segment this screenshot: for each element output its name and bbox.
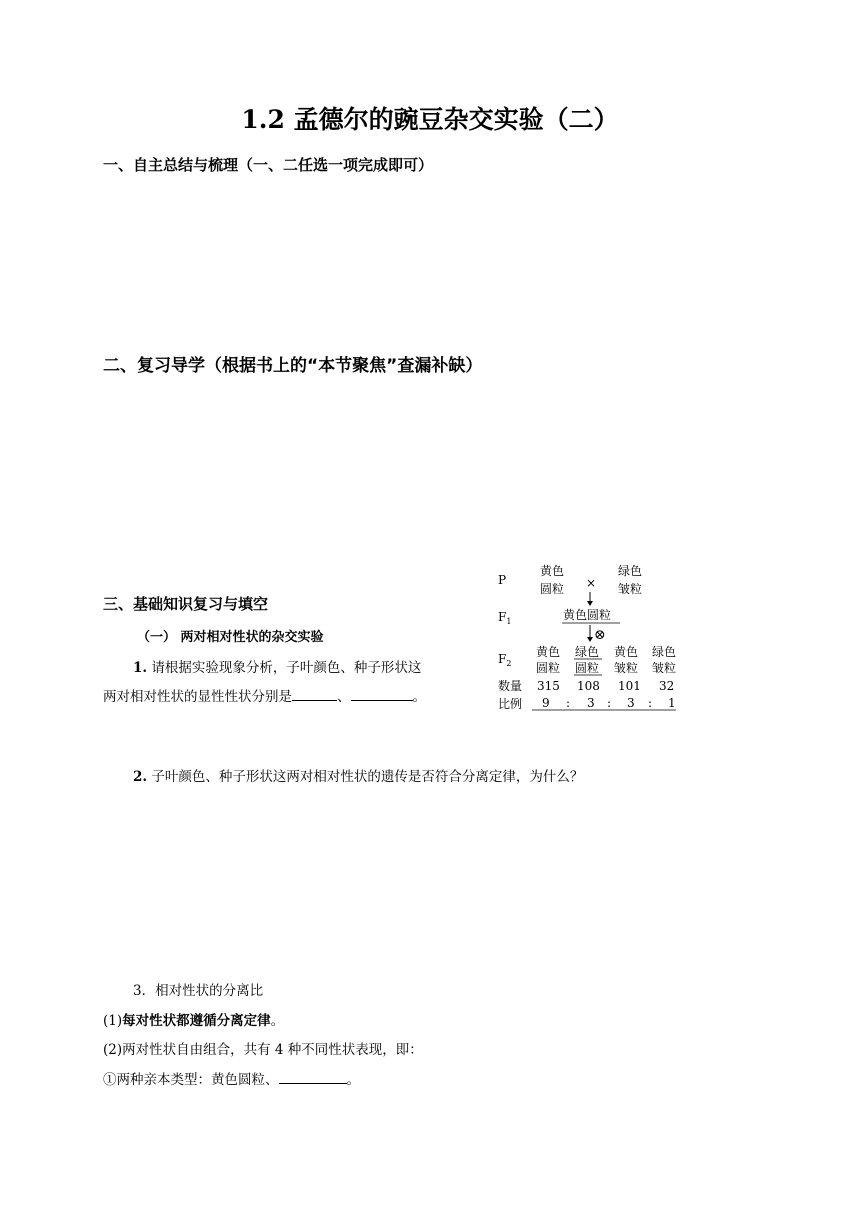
question-1-separator: 、 <box>337 689 351 705</box>
ratio-value-4: 1 <box>668 696 676 710</box>
p-right-shape: 皱粒 <box>618 582 643 596</box>
self-cross-symbol: ⊗ <box>594 627 606 643</box>
count-1: 315 <box>537 679 560 693</box>
f2-col1-color: 黄色 <box>536 645 561 659</box>
section-heading-2: 二、复习导学（根据书上的“本节聚焦”查漏补缺） <box>103 356 483 376</box>
item-1 <box>103 1007 284 1036</box>
question-1-line1: 请根据实验现象分析，子叶颜色、种子形状这 <box>147 660 422 676</box>
question-2-text: 子叶颜色、种子形状这两对相对性状的遗传是否符合分离定律，为什么？ <box>147 769 584 785</box>
answer-blank-3[interactable] <box>279 1069 347 1084</box>
item-1-prefix: (1) <box>103 1013 123 1029</box>
question-3-text: 相对性状的分离比 <box>155 983 264 999</box>
f1-phenotype: 黄色圆粒 <box>563 608 612 622</box>
item-1-bold: 每对性状都遵循分离定律 <box>122 1013 271 1029</box>
arrow-head-2 <box>587 637 593 642</box>
f2-col2-shape: 圆粒 <box>575 661 600 675</box>
f2-col4-color: 绿色 <box>652 645 677 659</box>
f2-col3-shape: 皱粒 <box>614 661 639 675</box>
f2-label: $F_2$ <box>498 652 512 668</box>
question-2-number: 2. <box>133 769 148 785</box>
f2-col4-shape: 皱粒 <box>652 661 677 675</box>
p-label: P <box>498 573 507 587</box>
count-3: 101 <box>618 679 641 693</box>
question-2 <box>133 763 583 792</box>
answer-blank-2[interactable] <box>351 686 413 701</box>
ratio-label: 比例 <box>498 697 523 711</box>
ratio-sep-3: : <box>648 696 653 710</box>
cross-symbol: × <box>586 576 597 590</box>
question-1-line2: 两对相对性状的显性性状分别是 <box>103 689 292 705</box>
item-3-end: 。 <box>346 1072 360 1088</box>
item-3 <box>103 1066 360 1095</box>
f2-col3-color: 黄色 <box>614 645 639 659</box>
count-label: 数量 <box>498 679 523 693</box>
f2-col2-color: 绿色 <box>575 645 600 659</box>
p-left-color: 黄色 <box>540 564 565 578</box>
cross-diagram-svg <box>490 560 700 720</box>
f2-col1-shape: 圆粒 <box>536 661 561 675</box>
subsection-heading: （一） 两对相对性状的杂交实验 <box>137 630 324 645</box>
ratio-value-1: 9 <box>542 696 550 710</box>
ratio-sep-2: : <box>607 696 612 710</box>
p-right-color: 绿色 <box>618 564 643 578</box>
question-1-number: 1. <box>133 660 148 676</box>
cross-diagram <box>490 560 700 720</box>
question-3 <box>133 977 263 1006</box>
item-1-end: 。 <box>270 1013 285 1029</box>
arrow-head-1 <box>587 601 593 606</box>
section-heading-1: 一、自主总结与梳理（一、二任选一项完成即可） <box>103 156 434 174</box>
ratio-value-2: 3 <box>587 696 595 710</box>
question-3-number: 3． <box>133 983 156 999</box>
item-3-text: ①两种亲本类型：黄色圆粒、 <box>103 1072 279 1088</box>
p-left-shape: 圆粒 <box>540 582 565 596</box>
answer-blank-1[interactable] <box>292 686 337 701</box>
item-2: (2)两对性状自由组合，共有 4 种不同性状表现，即： <box>103 1042 423 1058</box>
section-heading-3: 三、基础知识复习与填空 <box>103 595 269 613</box>
f1-label: $F_1$ <box>498 610 512 626</box>
question-1-end: 。 <box>412 689 426 705</box>
page-title: 1.2 孟德尔的豌豆杂交实验（二） <box>241 105 619 134</box>
ratio-value-3: 3 <box>627 696 635 710</box>
ratio-sep-1: : <box>566 696 571 710</box>
count-2: 108 <box>577 679 600 693</box>
count-4: 32 <box>659 679 675 693</box>
question-1 <box>103 654 458 712</box>
